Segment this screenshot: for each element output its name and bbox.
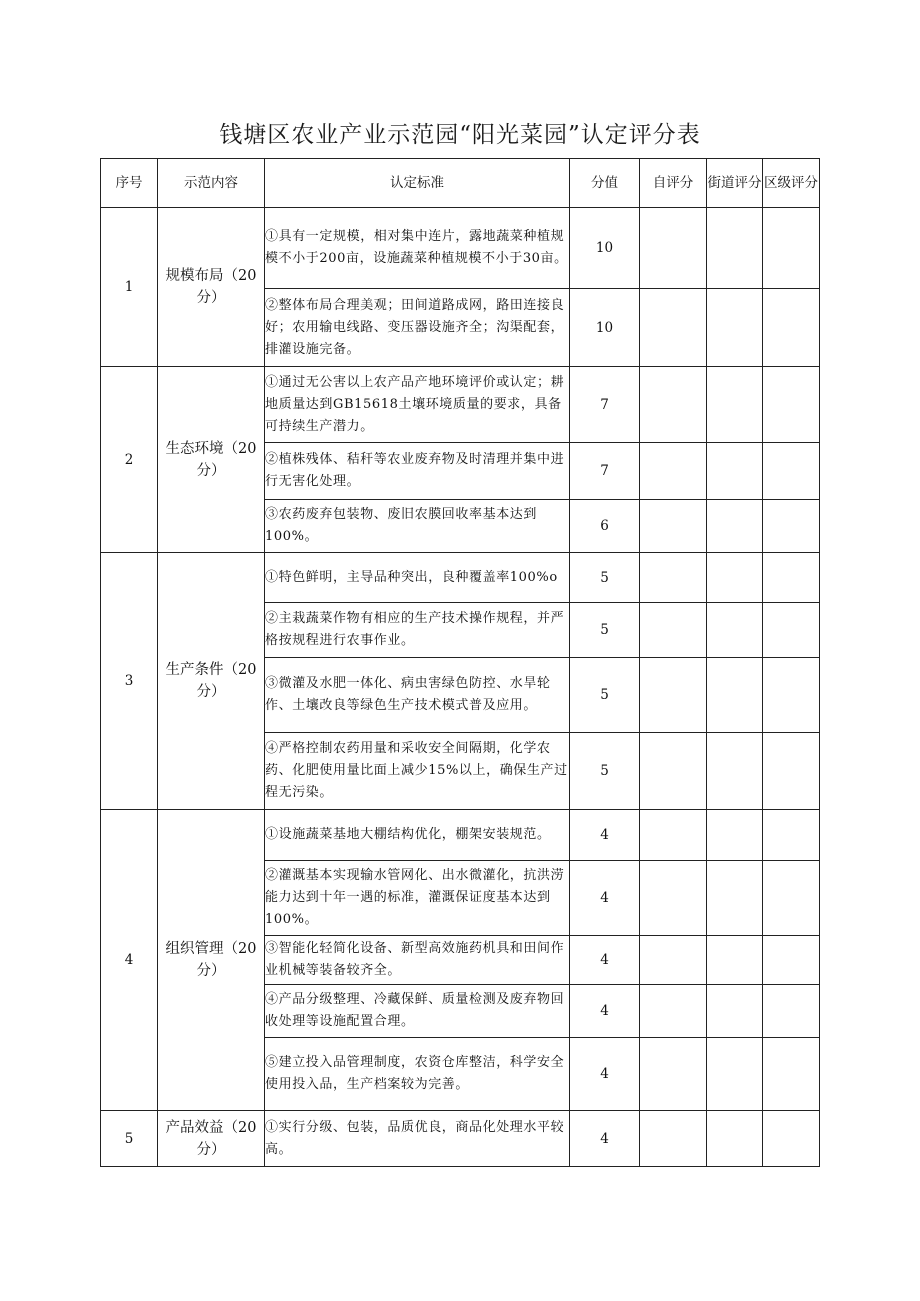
self-score-cell[interactable] <box>640 658 707 733</box>
criterion-text: ②灌溉基本实现输水管网化、出水微灌化，抗洪涝能力达到十年一遇的标准，灌溉保证度基本达到100%。 <box>265 861 570 936</box>
header-item: 示范内容 <box>158 159 265 208</box>
criterion-points: 5 <box>570 603 640 658</box>
table-row <box>101 810 820 861</box>
section-seq: 5 <box>101 1111 158 1167</box>
self-score-cell[interactable] <box>640 1111 707 1167</box>
criterion-points: 10 <box>570 208 640 289</box>
district-score-cell[interactable] <box>763 208 820 289</box>
criterion-text: ①通过无公害以上农产品产地环境评价或认定；耕地质量达到GB15618土壤环境质量的要求，具备可持续生产潜力。 <box>265 367 570 443</box>
self-score-cell[interactable] <box>640 367 707 443</box>
self-score-cell[interactable] <box>640 985 707 1038</box>
district-score-cell[interactable] <box>763 1038 820 1111</box>
self-score-cell[interactable] <box>640 733 707 810</box>
criterion-points: 5 <box>570 553 640 603</box>
criterion-text: ④产品分级整理、冷藏保鲜、质量检测及废弃物回收处理等设施配置合理。 <box>265 985 570 1038</box>
criterion-points: 5 <box>570 733 640 810</box>
criterion-text: ①具有一定规模，相对集中连片，露地蔬菜种植规模不小于200亩，设施蔬菜种植规模不小于30亩。 <box>265 208 570 289</box>
criterion-text: ②整体布局合理美观；田间道路成网，路田连接良好；农用输电线路、变压器设施齐全；沟渠配套，排灌设施完备。 <box>265 289 570 367</box>
street-score-cell[interactable] <box>707 733 763 810</box>
criterion-points: 5 <box>570 658 640 733</box>
scoring-table <box>100 158 820 1167</box>
self-score-cell[interactable] <box>640 553 707 603</box>
section-seq: 2 <box>101 367 158 553</box>
district-score-cell[interactable] <box>763 936 820 985</box>
criterion-text: ⑤建立投入品管理制度，农资仓库整洁，科学安全使用投入品，生产档案较为完善。 <box>265 1038 570 1111</box>
table-row <box>101 553 820 603</box>
section-seq: 4 <box>101 810 158 1111</box>
street-score-cell[interactable] <box>707 985 763 1038</box>
self-score-cell[interactable] <box>640 443 707 500</box>
header-street-score: 街道评分 <box>707 159 763 208</box>
self-score-cell[interactable] <box>640 603 707 658</box>
district-score-cell[interactable] <box>763 367 820 443</box>
section-item: 组织管理（20分） <box>158 810 265 1111</box>
district-score-cell[interactable] <box>763 985 820 1038</box>
criterion-text: ①特色鲜明，主导品种突出，良种覆盖率100%o <box>265 553 570 603</box>
district-score-cell[interactable] <box>763 553 820 603</box>
self-score-cell[interactable] <box>640 810 707 861</box>
criterion-text: ②主栽蔬菜作物有相应的生产技术操作规程，并严格按规程进行农事作业。 <box>265 603 570 658</box>
criterion-points: 4 <box>570 985 640 1038</box>
criterion-points: 4 <box>570 810 640 861</box>
street-score-cell[interactable] <box>707 289 763 367</box>
criterion-text: ②植株残体、秸秆等农业废弃物及时清理并集中进行无害化处理。 <box>265 443 570 500</box>
district-score-cell[interactable] <box>763 658 820 733</box>
district-score-cell[interactable] <box>763 443 820 500</box>
street-score-cell[interactable] <box>707 861 763 936</box>
street-score-cell[interactable] <box>707 1038 763 1111</box>
district-score-cell[interactable] <box>763 289 820 367</box>
street-score-cell[interactable] <box>707 1111 763 1167</box>
self-score-cell[interactable] <box>640 861 707 936</box>
criterion-points: 4 <box>570 936 640 985</box>
district-score-cell[interactable] <box>763 861 820 936</box>
section-seq: 3 <box>101 553 158 810</box>
header-seq: 序号 <box>101 159 158 208</box>
table-row <box>101 367 820 443</box>
self-score-cell[interactable] <box>640 1038 707 1111</box>
street-score-cell[interactable] <box>707 553 763 603</box>
section-item: 规模布局（20分） <box>158 208 265 367</box>
criterion-text: ①实行分级、包装，品质优良，商品化处理水平较高。 <box>265 1111 570 1167</box>
self-score-cell[interactable] <box>640 289 707 367</box>
street-score-cell[interactable] <box>707 603 763 658</box>
criterion-text: ④严格控制农药用量和采收安全间隔期，化学农药、化肥使用量比面上减少15%以上，确保生产过程无污染。 <box>265 733 570 810</box>
header-district-score: 区级评分 <box>763 159 820 208</box>
section-item: 生态环境（20分） <box>158 367 265 553</box>
self-score-cell[interactable] <box>640 936 707 985</box>
page-title: 钱塘区农业产业示范园“阳光菜园”认定评分表 <box>219 122 701 148</box>
criterion-points: 7 <box>570 367 640 443</box>
section-item: 产品效益（20分） <box>158 1111 265 1167</box>
criterion-points: 4 <box>570 1111 640 1167</box>
street-score-cell[interactable] <box>707 658 763 733</box>
criterion-text: ③微灌及水肥一体化、病虫害绿色防控、水旱轮作、土壤改良等绿色生产技术模式普及应用。 <box>265 658 570 733</box>
criterion-text: ①设施蔬菜基地大棚结构优化，棚架安装规范。 <box>265 810 570 861</box>
street-score-cell[interactable] <box>707 208 763 289</box>
district-score-cell[interactable] <box>763 603 820 658</box>
street-score-cell[interactable] <box>707 443 763 500</box>
section-item: 生产条件（20分） <box>158 553 265 810</box>
district-score-cell[interactable] <box>763 733 820 810</box>
district-score-cell[interactable] <box>763 500 820 553</box>
criterion-points: 6 <box>570 500 640 553</box>
criterion-points: 4 <box>570 861 640 936</box>
self-score-cell[interactable] <box>640 208 707 289</box>
criterion-text: ③智能化轻简化设备、新型高效施药机具和田间作业机械等装备较齐全。 <box>265 936 570 985</box>
table-row <box>101 1111 820 1167</box>
street-score-cell[interactable] <box>707 367 763 443</box>
street-score-cell[interactable] <box>707 500 763 553</box>
criterion-points: 4 <box>570 1038 640 1111</box>
criterion-points: 7 <box>570 443 640 500</box>
header-row <box>101 159 820 208</box>
street-score-cell[interactable] <box>707 936 763 985</box>
header-standard: 认定标准 <box>265 159 570 208</box>
district-score-cell[interactable] <box>763 1111 820 1167</box>
header-points: 分值 <box>570 159 640 208</box>
criterion-points: 10 <box>570 289 640 367</box>
table-row <box>101 208 820 289</box>
street-score-cell[interactable] <box>707 810 763 861</box>
self-score-cell[interactable] <box>640 500 707 553</box>
header-self-score: 自评分 <box>640 159 707 208</box>
criterion-text: ③农药废弃包装物、废旧农膜回收率基本达到100%。 <box>265 500 570 553</box>
section-seq: 1 <box>101 208 158 367</box>
district-score-cell[interactable] <box>763 810 820 861</box>
